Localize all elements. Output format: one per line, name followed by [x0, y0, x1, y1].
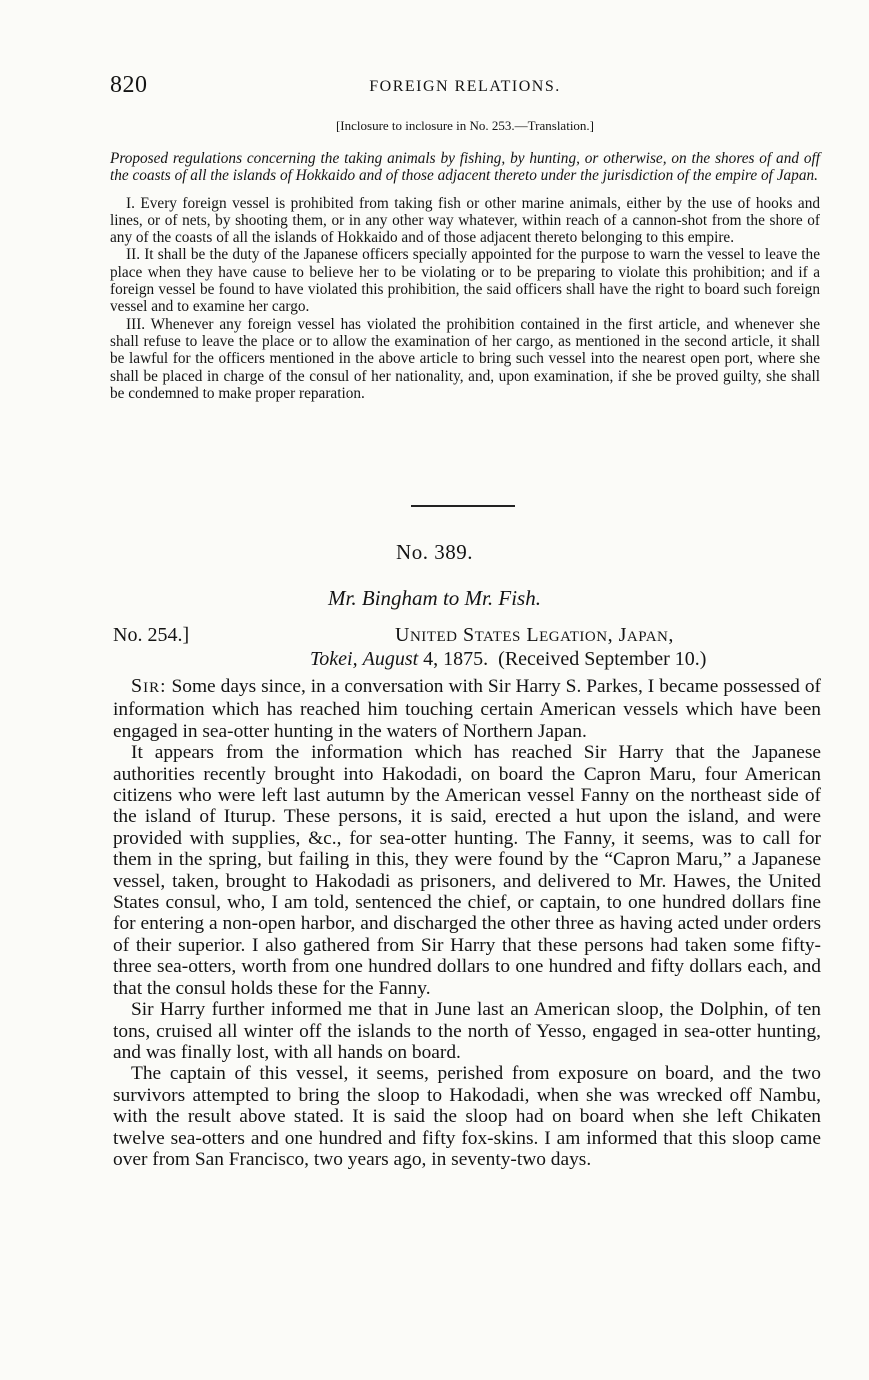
letter-body	[113, 676, 821, 1170]
dateline	[310, 648, 706, 671]
letter-paragraph-2: It appears from the information which has reached Sir Harry that the Japanese authorities recently brought into Hakodadi, on board the Capron Maru, four American citizens who were left last autumn by the American vessel Fanny on the northeast side of the island of Iturup. These persons, it is said, erected a hut upon the island, and were provided with supplies, &c., for sea-otter hunting. The Fanny, it seems, was to call for them in the spring, but failing in this, they were found by the “Capron Maru,” a Japanese vessel, taken, brought to Hakodadi as prisoners, and delivered to Mr. Hawes, the United States consul, who, I am told, sentenced the chief, or captain, to one hundred dollars fine for entering a non-open harbor, and discharged the other three as having acted under orders of their superior. I also gathered from Sir Harry that these persons had taken some fifty-three sea-otters, worth from one hundred dollars to one hundred and fifty dollars each, and that the consul holds these for the Fanny.	[113, 742, 821, 999]
page-number: 820	[110, 72, 148, 98]
section-divider	[411, 505, 515, 507]
page-header	[110, 72, 820, 102]
regulations-title: Proposed regulations concerning the taking animals by fishing, by hunting, or otherwise, on the shores of and off the coasts of all the islands of Hokkaido and of those adjacent thereto under the jurisdiction of the empire of Japan.	[110, 150, 820, 185]
regulation-article-1: I. Every foreign vessel is prohibited from taking fish or other marine animals, either by the use of hooks and lines, or of nets, by shooting them, or in any other way whatever, within reach of a cannon-shot from the shore of any of the coasts of all the islands of Hokkaido and of those adjacent thereto belonging to this empire.	[110, 194, 820, 247]
letter-paragraph-3: Sir Harry further informed me that in June last an American sloop, the Dolphin, of ten tons, cruised all winter off the islands to the north of Yesso, engaged in sea-otter hunting, and was finally lost, with all hands on board.	[113, 999, 821, 1063]
regulation-article-3: III. Whenever any foreign vessel has violated the prohibition contained in the first article, and whenever she shall refuse to leave the place or to allow the examination of her cargo, as mentioned in the second article, it shall be lawful for the officers mentioned in the above article to bring such vessel into the nearest open port, where she shall be placed in charge of the consul of her nationality, and, upon examination, if she be proved guilty, she shall be condemned to make proper reparation.	[110, 315, 820, 402]
letter-paragraph-4: The captain of this vessel, it seems, perished from exposure on board, and the two survivors attempted to bring the sloop to Hakodadi, when she was wrecked off Nambu, with the result above stated. It is said the sloop had on board when she left Chikaten twelve sea-otters and one hundred and fifty fox-skins. I am informed that this sloop came over from San Francisco, two years ago, in seventy-two days.	[113, 1063, 821, 1170]
regulations-section	[110, 150, 820, 402]
letter-paragraph-1-text: Some days since, in a conversation with Sir Harry S. Parkes, I became possessed of information which has reached him touching certain American vessels which have been engaged in sea-otter hunting in the waters of Northern Japan.	[113, 676, 821, 742]
legation-heading: UNITED STATES LEGATION, JAPAN,	[395, 624, 674, 646]
dateline-place: Tokei,	[310, 648, 358, 670]
received-note: (Received September 10.)	[498, 648, 707, 670]
dispatch-number: No. 254.]	[113, 624, 190, 646]
running-title: FOREIGN RELATIONS.	[369, 78, 561, 95]
document-number: No. 389.	[396, 540, 473, 564]
dateline-date: 4, 1875.	[423, 648, 489, 670]
letter-paragraph-1	[113, 676, 821, 742]
correspondence-heading: Mr. Bingham to Mr. Fish.	[328, 586, 541, 610]
regulation-article-2: II. It shall be the duty of the Japanese officers specially appointed for the purpose to warn the vessel to leave the place when they have cause to believe her to be violating or to be preparing to violate this prohibition; and if a foreign vessel be found to have violated this prohibition, the said officers shall have the right to board such foreign vessel and to examine her cargo.	[110, 246, 820, 316]
salutation: SIR:	[131, 675, 167, 697]
inclosure-note: [Inclosure to inclosure in No. 253.—Translation.]	[335, 118, 595, 133]
dateline-month: August	[362, 648, 419, 670]
